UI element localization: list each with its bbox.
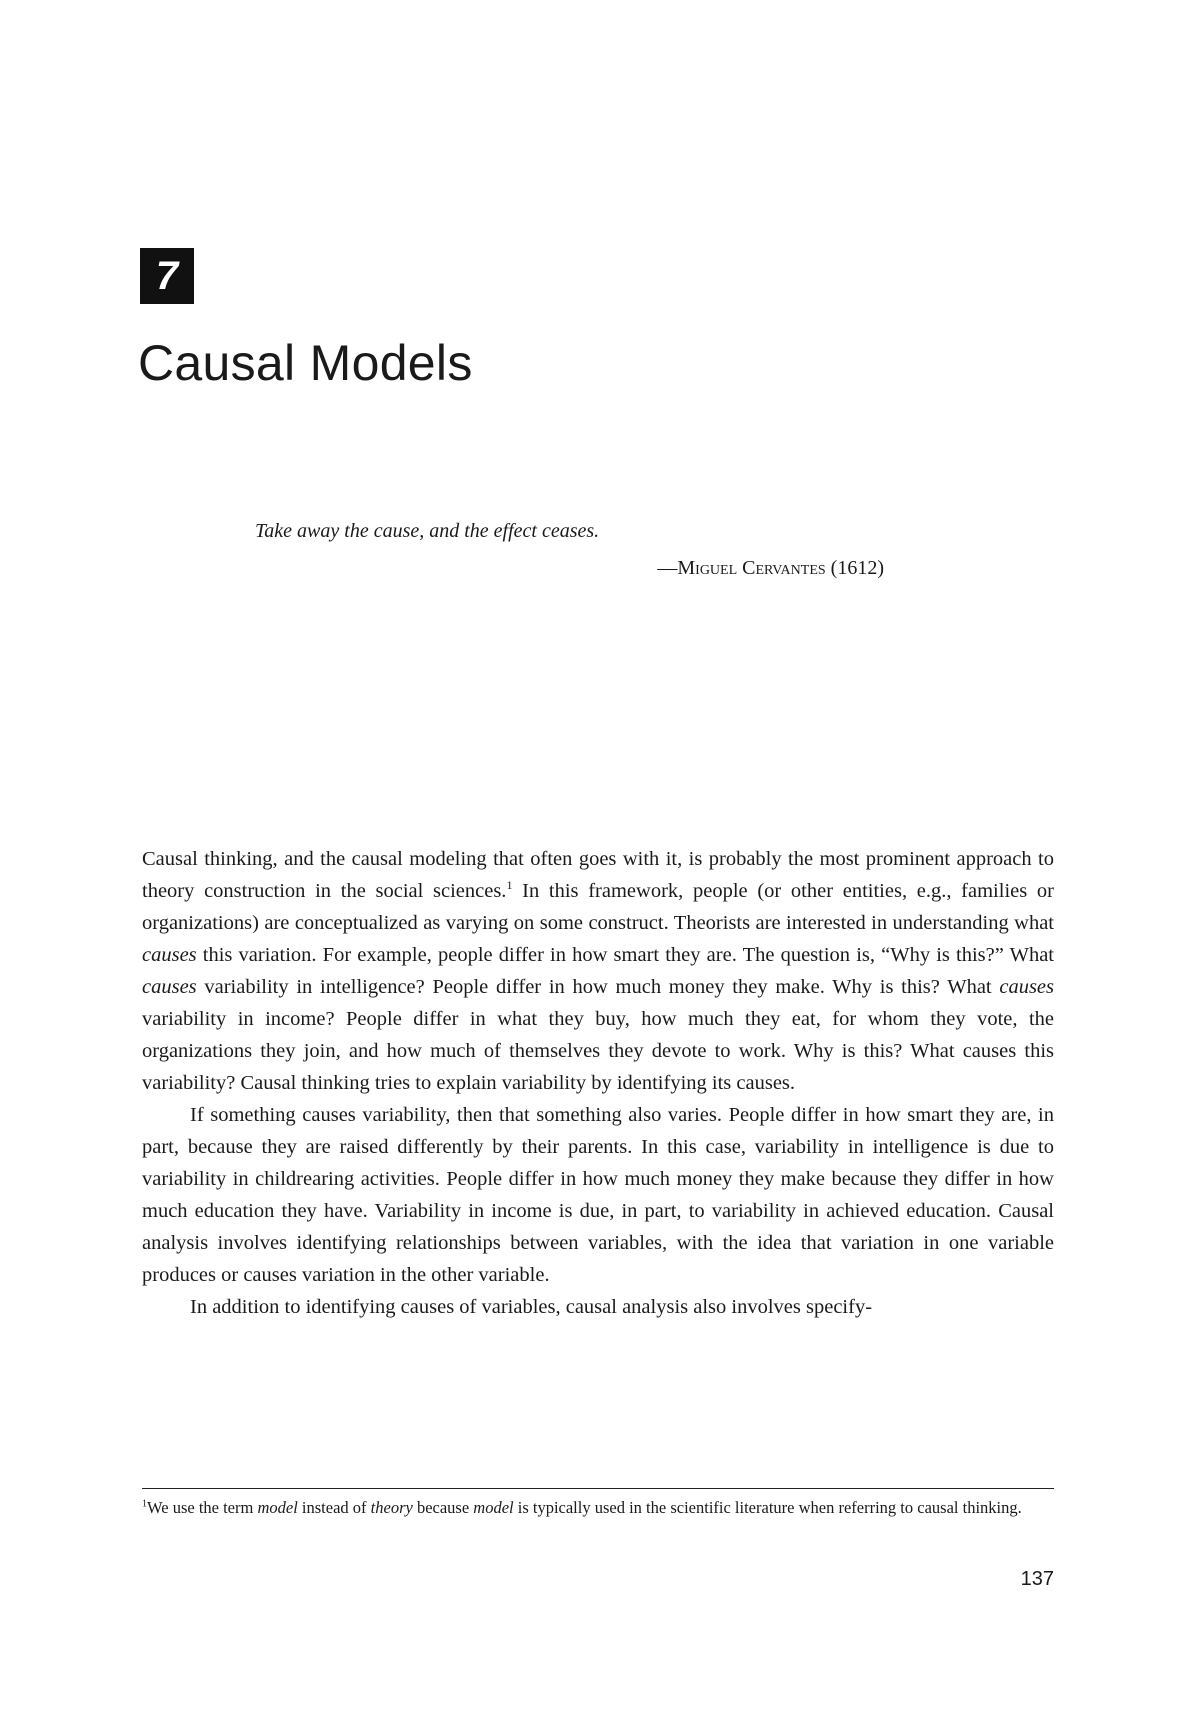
chapter-title: Causal Models (138, 335, 473, 391)
footnote-text: is typically used in the scientific literature when referring to causal thinking. (513, 1498, 1022, 1517)
footnote-ref-1[interactable]: 1 (506, 878, 513, 893)
paragraph-1-text: this variation. For example, people differ in how smart they are. The question is, “Why is this?” What (196, 944, 1054, 966)
footnote-text: because (412, 1498, 474, 1517)
paragraph-1 (142, 843, 1054, 1099)
emphasis-causes: causes (142, 976, 197, 998)
epigraph-dash: — (657, 557, 678, 579)
paragraph-1-text: In this framework, people (or other entities, e.g., families or organizations) are conceptualized as varying on some construct. Theorists are interested in understanding what (142, 880, 1054, 934)
page-number: 137 (1020, 1568, 1054, 1590)
paragraph-3: In addition to identifying causes of variables, causal analysis also involves specify- (190, 1296, 873, 1318)
footnote-emphasis: model (473, 1498, 514, 1517)
emphasis-causes: causes (142, 944, 197, 966)
footnote-divider (142, 1488, 1054, 1489)
epigraph-quote: Take away the cause, and the effect ceases. (255, 520, 600, 542)
paragraph-2: If something causes variability, then that something also varies. People differ in how smart they are, in part, because they are raised differently by their parents. In this case, variability in intelligence is due to variability in childrearing activities. People differ in how much money they make because they differ in how much education they have. Variability in income is due, in part, to variability in achieved education. Causal analysis involves identifying relationships between variables, with the idea that variation in one variable produces or causes variation in the other variable. (142, 1104, 1054, 1286)
footnote-emphasis: theory (370, 1498, 413, 1517)
chapter-number-box (140, 248, 194, 304)
body-text (142, 843, 1054, 1323)
footnote-text: We use the term (147, 1498, 258, 1517)
paragraph-1-text: Causal thinking, and the causal modeling that often goes with it, is probably the most prominent approach to theory construction in the social sciences. (142, 848, 1054, 902)
footnote-emphasis: model (257, 1498, 298, 1517)
epigraph-year: (1612) (830, 557, 884, 579)
epigraph-author: Miguel Cervantes (677, 557, 826, 579)
chapter-number: 7 (155, 254, 179, 298)
footnote-1 (142, 1494, 1054, 1521)
footnote-marker: 1 (142, 1498, 147, 1510)
footnote-text: instead of (297, 1498, 371, 1517)
paragraph-1-text: variability in income? People differ in what they buy, how much they eat, for whom they vote, the organizations they join, and how much of themselves they devote to work. Why is this? What causes this variability? Causal thinking tries to explain variability by identifying its causes. (142, 1008, 1054, 1094)
paragraph-1-text: variability in intelligence? People differ in how much money they make. Why is this? What (196, 976, 1000, 998)
epigraph-attribution (657, 553, 884, 583)
emphasis-causes: causes (999, 976, 1054, 998)
